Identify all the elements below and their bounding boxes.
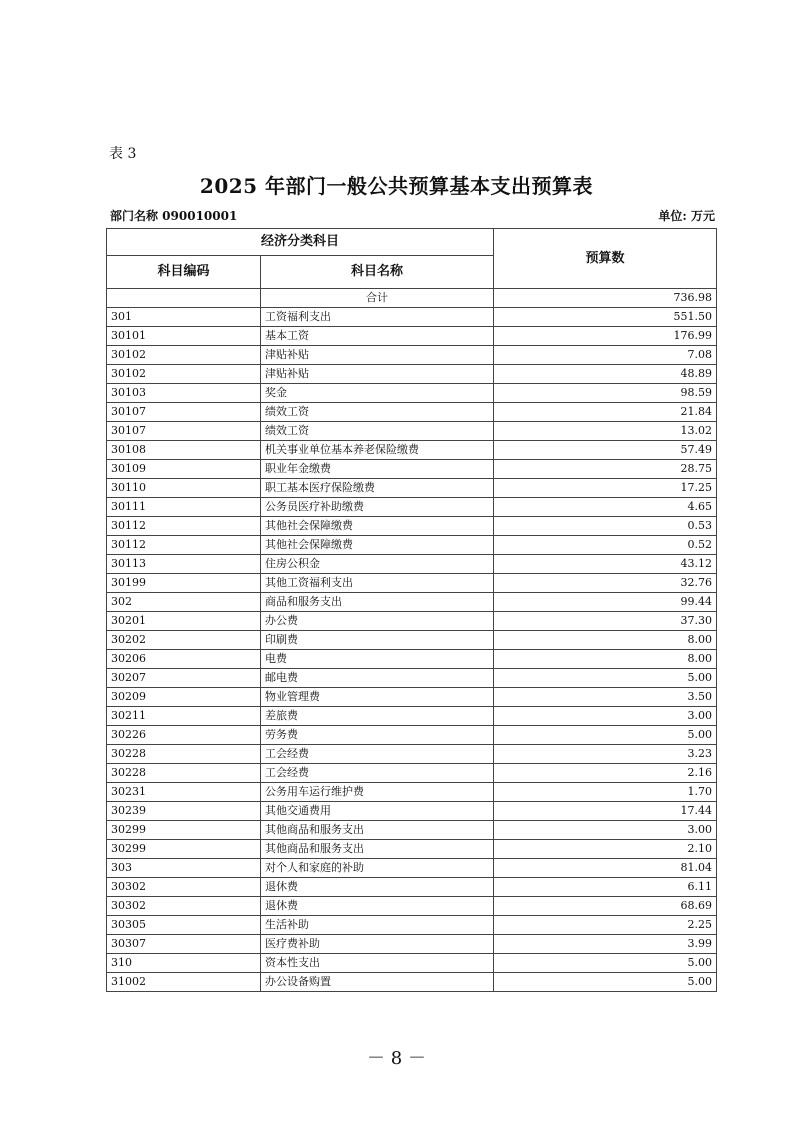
table-row [107, 973, 717, 992]
code-cell: 30107 [107, 422, 261, 441]
amount-cell: 81.04 [494, 859, 717, 878]
amount-cell: 98.59 [494, 384, 717, 403]
name-cell: 津贴补贴 [261, 365, 494, 384]
name-cell: 津贴补贴 [261, 346, 494, 365]
name-cell: 退休费 [261, 878, 494, 897]
name-cell: 住房公积金 [261, 555, 494, 574]
name-cell: 其他商品和服务支出 [261, 821, 494, 840]
code-cell: 30202 [107, 631, 261, 650]
table-row [107, 631, 717, 650]
name-cell: 其他社会保障缴费 [261, 517, 494, 536]
code-cell: 30113 [107, 555, 261, 574]
amount-cell: 17.25 [494, 479, 717, 498]
name-cell: 工会经费 [261, 764, 494, 783]
amount-cell: 3.50 [494, 688, 717, 707]
amount-cell: 6.11 [494, 878, 717, 897]
code-cell: 30206 [107, 650, 261, 669]
amount-cell: 13.02 [494, 422, 717, 441]
code-cell: 30209 [107, 688, 261, 707]
table-row [107, 308, 717, 327]
table-row [107, 593, 717, 612]
amount-cell: 28.75 [494, 460, 717, 479]
code-cell: 30109 [107, 460, 261, 479]
economic-classification-header: 经济分类科目 [107, 229, 494, 256]
code-cell: 30231 [107, 783, 261, 802]
name-cell: 劳务费 [261, 726, 494, 745]
name-cell: 职工基本医疗保险缴费 [261, 479, 494, 498]
table-row [107, 422, 717, 441]
name-cell: 退休费 [261, 897, 494, 916]
table-row [107, 916, 717, 935]
total-row [107, 289, 717, 308]
name-cell: 工资福利支出 [261, 308, 494, 327]
table-row [107, 441, 717, 460]
table-row [107, 555, 717, 574]
name-cell: 公务用车运行维护费 [261, 783, 494, 802]
name-cell: 资本性支出 [261, 954, 494, 973]
name-cell: 物业管理费 [261, 688, 494, 707]
name-cell: 公务员医疗补助缴费 [261, 498, 494, 517]
total-amount-cell: 736.98 [494, 289, 717, 308]
amount-cell: 2.16 [494, 764, 717, 783]
name-cell: 其他交通费用 [261, 802, 494, 821]
code-cell: 302 [107, 593, 261, 612]
code-cell: 30111 [107, 498, 261, 517]
amount-cell: 4.65 [494, 498, 717, 517]
name-cell: 生活补助 [261, 916, 494, 935]
code-cell: 30107 [107, 403, 261, 422]
code-cell: 30299 [107, 840, 261, 859]
code-cell: 30239 [107, 802, 261, 821]
unit-label: 单位: 万元 [658, 209, 715, 223]
code-cell: 31002 [107, 973, 261, 992]
name-cell: 机关事业单位基本养老保险缴费 [261, 441, 494, 460]
subject-code-header: 科目编码 [107, 256, 261, 289]
code-cell: 30228 [107, 764, 261, 783]
amount-cell: 3.23 [494, 745, 717, 764]
table-row [107, 745, 717, 764]
table-row [107, 460, 717, 479]
code-cell: 310 [107, 954, 261, 973]
amount-cell: 2.25 [494, 916, 717, 935]
code-cell: 30108 [107, 441, 261, 460]
name-cell: 绩效工资 [261, 422, 494, 441]
name-cell: 基本工资 [261, 327, 494, 346]
table-row [107, 688, 717, 707]
name-cell: 差旅费 [261, 707, 494, 726]
amount-cell: 48.89 [494, 365, 717, 384]
table-row [107, 365, 717, 384]
table-row [107, 574, 717, 593]
code-cell: 30110 [107, 479, 261, 498]
amount-cell: 0.52 [494, 536, 717, 555]
amount-cell: 43.12 [494, 555, 717, 574]
code-cell: 30102 [107, 346, 261, 365]
code-cell: 30112 [107, 517, 261, 536]
table-row [107, 935, 717, 954]
table-row [107, 403, 717, 422]
table-row [107, 802, 717, 821]
amount-cell: 21.84 [494, 403, 717, 422]
name-cell: 职业年金缴费 [261, 460, 494, 479]
amount-cell: 37.30 [494, 612, 717, 631]
code-cell: 30302 [107, 897, 261, 916]
page-number: － 8 － [367, 1048, 426, 1069]
amount-cell: 5.00 [494, 973, 717, 992]
table-row [107, 840, 717, 859]
code-cell: 301 [107, 308, 261, 327]
amount-cell: 17.44 [494, 802, 717, 821]
table-row [107, 726, 717, 745]
amount-cell: 32.76 [494, 574, 717, 593]
code-cell: 30228 [107, 745, 261, 764]
amount-cell: 1.70 [494, 783, 717, 802]
table-row [107, 954, 717, 973]
code-cell: 30199 [107, 574, 261, 593]
table-row [107, 536, 717, 555]
table-row [107, 897, 717, 916]
amount-cell: 99.44 [494, 593, 717, 612]
amount-cell: 0.53 [494, 517, 717, 536]
table-row [107, 821, 717, 840]
table-body [107, 289, 717, 992]
table-row [107, 764, 717, 783]
code-cell: 30201 [107, 612, 261, 631]
name-cell: 其他社会保障缴费 [261, 536, 494, 555]
amount-cell: 2.10 [494, 840, 717, 859]
total-label-cell: 合计 [261, 289, 494, 308]
amount-cell: 551.50 [494, 308, 717, 327]
name-cell: 医疗费补助 [261, 935, 494, 954]
table-row [107, 346, 717, 365]
budget-amount-header: 预算数 [494, 229, 717, 289]
table-row [107, 384, 717, 403]
amount-cell: 3.99 [494, 935, 717, 954]
table-row [107, 612, 717, 631]
code-cell: 30207 [107, 669, 261, 688]
amount-cell: 8.00 [494, 650, 717, 669]
amount-cell: 3.00 [494, 707, 717, 726]
table-row [107, 498, 717, 517]
code-cell: 303 [107, 859, 261, 878]
department-name: 部门名称 090010001 [110, 209, 238, 223]
code-cell: 30211 [107, 707, 261, 726]
name-cell: 奖金 [261, 384, 494, 403]
amount-cell: 57.49 [494, 441, 717, 460]
name-cell: 绩效工资 [261, 403, 494, 422]
amount-cell: 5.00 [494, 669, 717, 688]
code-cell: 30226 [107, 726, 261, 745]
name-cell: 对个人和家庭的补助 [261, 859, 494, 878]
table-row [107, 859, 717, 878]
table-row [107, 669, 717, 688]
amount-cell: 7.08 [494, 346, 717, 365]
name-cell: 商品和服务支出 [261, 593, 494, 612]
code-cell: 30302 [107, 878, 261, 897]
table-row [107, 783, 717, 802]
header-row-1 [107, 229, 717, 256]
name-cell: 其他商品和服务支出 [261, 840, 494, 859]
total-code-cell [107, 289, 261, 308]
amount-cell: 5.00 [494, 726, 717, 745]
code-cell: 30112 [107, 536, 261, 555]
table-row [107, 707, 717, 726]
table-header [107, 229, 717, 289]
budget-table [106, 228, 717, 992]
code-cell: 30103 [107, 384, 261, 403]
code-cell: 30101 [107, 327, 261, 346]
amount-cell: 8.00 [494, 631, 717, 650]
subject-name-header: 科目名称 [261, 256, 494, 289]
code-cell: 30299 [107, 821, 261, 840]
name-cell: 电费 [261, 650, 494, 669]
table-row [107, 479, 717, 498]
table-row [107, 517, 717, 536]
table-row [107, 878, 717, 897]
amount-cell: 3.00 [494, 821, 717, 840]
page-title: 2025 年部门一般公共预算基本支出预算表 [199, 174, 594, 198]
table-row [107, 327, 717, 346]
name-cell: 办公费 [261, 612, 494, 631]
name-cell: 工会经费 [261, 745, 494, 764]
code-cell: 30307 [107, 935, 261, 954]
code-cell: 30305 [107, 916, 261, 935]
table-row [107, 650, 717, 669]
table-label: 表 3 [109, 146, 137, 162]
amount-cell: 68.69 [494, 897, 717, 916]
amount-cell: 176.99 [494, 327, 717, 346]
code-cell: 30102 [107, 365, 261, 384]
name-cell: 邮电费 [261, 669, 494, 688]
name-cell: 印刷费 [261, 631, 494, 650]
amount-cell: 5.00 [494, 954, 717, 973]
name-cell: 办公设备购置 [261, 973, 494, 992]
name-cell: 其他工资福利支出 [261, 574, 494, 593]
